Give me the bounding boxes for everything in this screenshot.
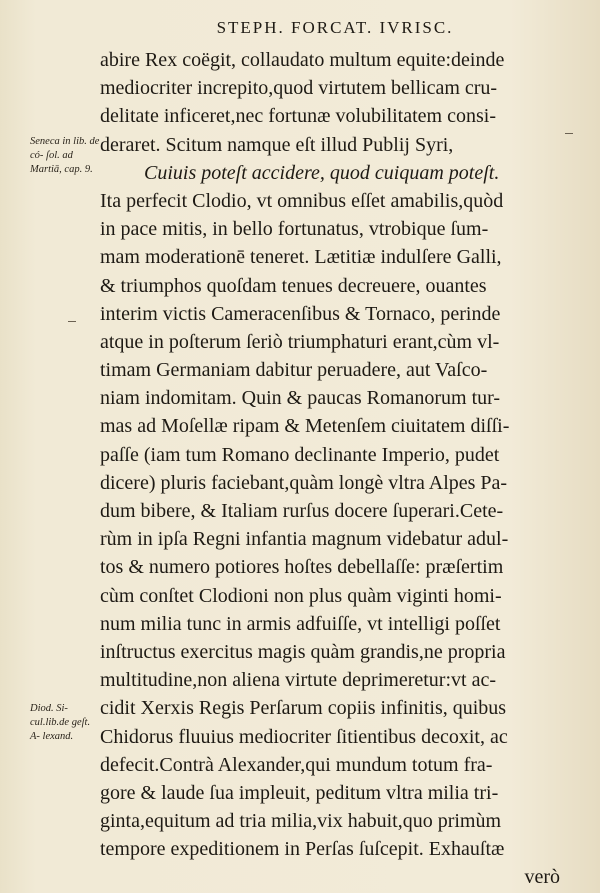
text-line: mam moderationē teneret. Lætitiæ indulſere Galli, <box>100 246 502 269</box>
text-line: tos & numero potiores hoſtes debellaſſe: præſertim <box>100 556 504 579</box>
body-text <box>100 46 560 892</box>
text-line: gore & laude ſua impleuit, peditum vltra milia tri- <box>100 781 499 804</box>
text-line: inſtructus exercitus magis quàm grandis,ne propria <box>100 640 506 663</box>
text-line: delitate inficeret,nec fortunæ volubilitatem consi- <box>100 105 496 128</box>
text-line: niam indomitam. Quin & paucas Romanorum tur- <box>100 387 501 410</box>
text-line: interim victis Cameracenſibus & Tornaco, perinde <box>100 302 501 325</box>
text-line: cidit Xerxis Regis Perſarum copiis infinitis, quibus <box>100 697 507 720</box>
running-head: STEPH. FORCAT. IVRISC. <box>216 18 454 37</box>
text-line: Chidorus fluuius mediocriter ſitientibus decoxit, ac <box>100 725 508 748</box>
margin-mark <box>68 321 76 322</box>
catchword: verò <box>524 866 560 889</box>
text-line: defecit.Contrà Alexander,qui mundum totum fra- <box>100 753 493 776</box>
text-line: mas ad Moſellæ ripam & Metenſem ciuitatem diſſi- <box>100 415 510 438</box>
margin-note-diodorus: Diod. Si- cul.lib.de geſt. A- lexand. <box>30 703 91 742</box>
text-line: dicere) pluris faciebant,quàm longè vltra Alpes Pa- <box>100 471 508 494</box>
text-line: tempore expeditionem in Perſas ſuſcepit. Exhauſtæ <box>100 838 505 861</box>
text-line: abire Rex coëgit, collaudato multum equite:deinde <box>100 49 505 71</box>
text-line: cùm conſtet Clodioni non plus quàm viginti homi- <box>100 584 502 607</box>
text-line: paſſe (iam tum Romano declinante Imperio, pudet <box>100 443 500 466</box>
text-line: num milia tunc in armis adfuiſſe, vt intelligi poſſet <box>100 612 501 635</box>
text-line: deraret. Scitum namque eſt illud Publij Syri, <box>100 133 454 156</box>
text-line: atque in poſterum ſeriò triumphaturi erant,cùm vl- <box>100 330 500 353</box>
text-line: dum bibere, & Italiam rurſus docere ſuperari.Cete- <box>100 500 504 522</box>
text-line: in pace mitis, in bello fortunatus, vtrobique ſum- <box>100 218 489 241</box>
text-line: timam Germaniam dabitur peruadere, aut Vaſco- <box>100 359 488 382</box>
margin-mark <box>565 133 573 134</box>
text-line: Ita perfecit Clodio, vt omnibus eſſet amabilis,quòd <box>100 189 504 212</box>
text-line: rùm in ipſa Regni infantia magnum videbatur adul- <box>100 528 509 551</box>
text-line: mediocriter increpito,quod virtutem bellicam cru- <box>100 77 498 100</box>
text-line: & triumphos quoſdam tenues decreuere, ouantes <box>100 274 487 297</box>
margin-note-seneca: Seneca in lib. de có- ſol. ad Martiā, cap. 9. <box>30 136 100 175</box>
text-line: ginta,equitum ad tria milia,vix habuit,quo primùm <box>100 810 502 833</box>
quotation-line: Cuiuis poteſt accidere, quod cuiquam poteſt. <box>144 161 500 184</box>
text-line: multitudine,non aliena virtute deprimeretur:vt ac- <box>100 669 496 692</box>
